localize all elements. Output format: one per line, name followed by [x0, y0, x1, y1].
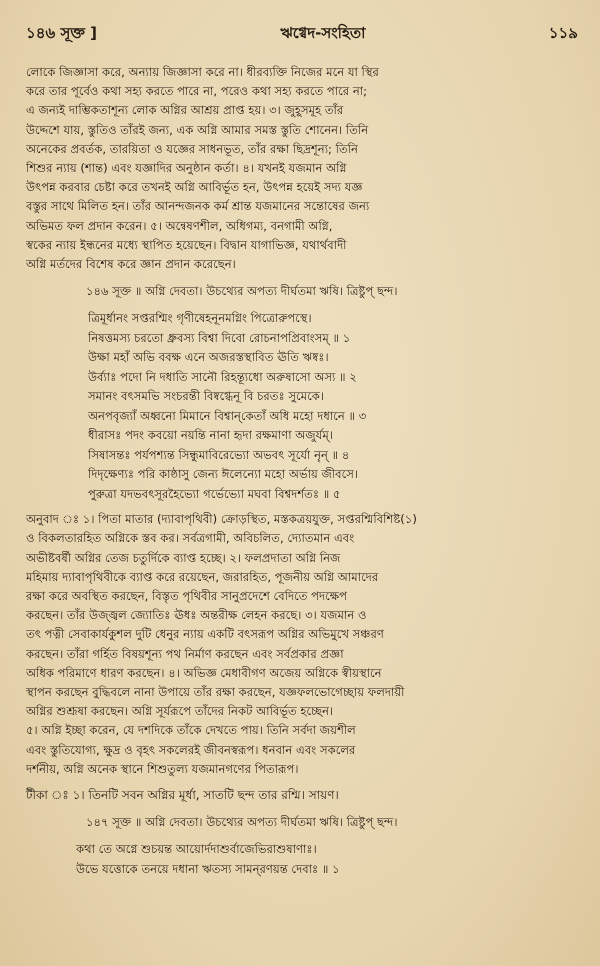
translation-line: অধিক পরিমাণে ধারণ করছেন। ৪। অভিজ্ঞ মেধাবীগণ অজেয় অগ্নিকে স্বীয়স্থানে — [26, 665, 382, 680]
translation-line: স্থাপন করছেন বুদ্ধিবলে নানা উপায়ে তাঁর রক্ষা করছেন, যজ্ঞফলভোগেচ্ছায় ফলদায়ী — [26, 685, 405, 700]
verse-line: কথা তে অগ্নে শুচয়ন্ত আয়োর্দদাশুর্বাজেভিরাশুষাণাঃ। — [76, 842, 317, 857]
header-book-title: ঋগ্বেদ-সংহিতা — [280, 24, 366, 42]
header-sukta-label: ১৪৬ সূক্ত ] — [26, 24, 97, 42]
translation-line: করছেন। তাঁর উজ্জ্বল জ্যোতিঃ ঊধঃ অন্তরীক্ষ লেহন করছে। ৩। যজমান ও — [26, 608, 367, 623]
sukta-147-heading: ১৪৭ সূক্ত ॥ অগ্নি দেবতা। উচথ্যের অপত্য দীর্ঘতমা ঋষি। ত্রিষ্টুপ্ ছন্দ। — [86, 815, 398, 830]
translation-line: ও বিকলতারহিত অগ্নিকে স্তব কর। সর্বত্রগামী, অবিচলিত, দ্যোতমান এবং — [26, 531, 355, 546]
intro-line: অভিমত ফল প্রদান করেন। ৫। অন্বেষণশীল, অধিগম্য, বনগামী অগ্নি, — [26, 218, 333, 233]
translation-line: রক্ষা করে অবস্থিত করছেন, বিস্তৃত পৃথিবীর সানুপ্রদেশে বেদিতে পদক্ষেপ — [26, 589, 348, 604]
intro-line: অগ্নি মর্তদের বিশেষ করে জ্ঞান প্রদান করেছেন। — [26, 257, 236, 272]
verse-line: উভে যত্তোকে তনয়ে দধানা ঋতস্য সামন্‌রণয়ন্ত দেবাঃ ॥ ১ — [76, 861, 340, 876]
verse-line: নিষত্তমস্য চরতো ধ্রুবস্য বিশ্বা দিবো রোচনাপপ্রিবাংসম্ ॥ ১ — [88, 330, 351, 345]
sukta-146-verses — [88, 309, 578, 504]
intro-paragraph — [26, 63, 578, 274]
translation-line: অগ্নির শুশ্রূষা করছেন। অগ্নি সূর্যরূপে তাঁদের নিকট আবির্ভূত হচ্ছেন। — [26, 704, 334, 719]
translation-paragraph — [26, 510, 578, 779]
intro-line: স্বকের ন্যায় ইন্ধনের মধ্যে স্থাপিত হয়েছেন। বিদ্বান যাগাভিজ্ঞ, যথার্থবাদী — [26, 237, 347, 252]
page-header — [26, 22, 578, 47]
translation-line: মহিমায় দ্যাবাপৃথিবীকে ব্যাপ্ত করে রয়েছেন, জরারহিত, পূজনীয় অগ্নি আমাদের — [26, 569, 379, 584]
verse-line: ধীরাসঃ পদং কবয়ো নয়ন্তি নানা হৃদা রক্ষমাণা অজুর্যম্। — [88, 428, 333, 443]
tika-footnote: টীকা ঃ ১। তিনটি সবন অগ্নির মূর্ধা, সাতটি ছন্দ তার রশ্মি। সায়ণ। — [26, 788, 339, 803]
intro-line: উদ্দেশে যায়, স্তুতিও তাঁরই জন্য, এক অগ্নি আমার সমস্ত স্তুতি শোনেন। তিনি — [26, 122, 369, 137]
translation-line: ৫। অগ্নি ইচ্ছা করেন, যে দশদিকে তাঁকে দেখতে পায়। তিনি সর্বদা জয়শীল — [26, 723, 356, 738]
translation-line: করছেন। তাঁরা গর্হিত বিষয়শূন্য পথ নির্মাণ করছেন এবং সর্বপ্রকার প্রজ্ঞা — [26, 646, 344, 661]
intro-line: উৎপন্ন করবার চেষ্টা করে তখনই অগ্নি আবির্ভূত হন, উৎপন্ন হয়েই সদ্য যজ্ঞ — [26, 180, 363, 195]
header-page-number: ১১৯ — [548, 24, 578, 42]
translation-line: এবং স্তুতিযোগ্য, ক্ষুদ্র ও বৃহৎ সকলেরই জীবনস্বরূপ। ধনবান এবং সকলের — [26, 742, 356, 757]
intro-line: লোকে জিজ্ঞাসা করে, অন্যায় জিজ্ঞাসা করে না। ধীরব্যক্তি নিজের মনে যা স্থির — [26, 65, 379, 79]
translation-line: দর্শনীয়, অগ্নি অনেক স্থানে শিশুতুল্য যজমানগণের পিতারূপ। — [26, 761, 299, 776]
translation-line: অভীষ্টবর্ষী অগ্নির তেজ চতুর্দিকে ব্যাপ্ত হচ্ছে। ২। ফলপ্রদাতা অগ্নি নিজ — [26, 550, 341, 565]
intro-line: শিশুর ন্যায় (শান্ত) এবং যজ্ঞাদির অনুষ্ঠান কর্তা। ৪। যখনই যজমান অগ্নি — [26, 161, 347, 176]
verse-line: সমানং বৎসমভি সংচরন্তী বিষ্বগ্ধেনূ বি চরতঃ সুমেকে। — [88, 389, 325, 404]
verse-line: উর্ব্যাঃ পদো নি দধাতি সানৌ রিহন্ত্যূধো অরুষাসো অস্য ॥ ২ — [88, 369, 357, 384]
verse-line: ত্রিমূর্ধানং সপ্তরশ্মিং গৃণীষেহনূনমগ্নিং পিত্রোরুপস্থে। — [88, 311, 312, 326]
verse-line: অনপবৃজ্যাঁ অধ্বনো মিমানে বিশ্বান্‌কেতাঁ অধি মহো দধানে ॥ ৩ — [88, 408, 367, 423]
intro-line: অনেকের প্রবর্তক, তারয়িতা ও যজ্ঞের সাধনভূত, তাঁর রক্ষা ছিদ্রশূন্য; তিনি — [26, 141, 358, 156]
verse-line: সিষাসন্তঃ পর্যপশ্যন্ত সিন্ধুমাবিরেভ্যো অভবৎ সূর্যো নৄন্ ॥ ৪ — [88, 447, 350, 462]
intro-line: এ জন্যই দাম্ভিকতাশূন্য লোক অগ্নির আশ্রয় প্রাপ্ত হয়। ৩। জুহূসমূহ তাঁর — [26, 103, 344, 118]
verse-line: পুরুত্রা যদভবৎসূরহৈভ্যো গর্ভেভ্যো মঘবা বিশ্বদর্শতঃ ॥ ৫ — [88, 486, 341, 501]
verse-line: দিদৃক্ষেণ্যঃ পরি কাষ্ঠাসু জেন্য ঈলেন্যো মহো অর্ভায় জীবসে। — [88, 467, 359, 482]
sukta-147-verses — [76, 840, 578, 879]
intro-line: করে তার পূর্বেও কথা সহ্য করতে পারে না, পরেও কথা সহ্য করতে পারে না; — [26, 84, 368, 99]
translation-line: অনুবাদ ঃ ১। পিতা মাতার (দ্যাবাপৃথিবী) ক্রোড়স্থিত, মস্তকত্রয়যুক্ত, সপ্তরশ্মিবিশিষ্ট(১) — [26, 512, 417, 527]
intro-line: বস্তুর সাথে মিলিত হন। তাঁর আনন্দজনক কর্ম শ্রান্ত যজমানের সন্তোষের জন্য — [26, 199, 370, 214]
sukta-146-heading: ১৪৬ সূক্ত ॥ অগ্নি দেবতা। উচথ্যের অপত্য দীর্ঘতমা ঋষি। ত্রিষ্টুপ্ ছন্দ। — [86, 284, 398, 299]
verse-line: উক্ষা মহাঁ অভি ববক্ষ এনে অজরস্তস্থাবিত ঊতি ঋষ্বঃ। — [88, 350, 329, 365]
translation-line: তৎ পত্নী সেবাকার্যকুশল দুটি ধেনুর ন্যায় একটি বৎসরূপ অগ্নির অভিমুখে সঞ্চরণ — [26, 627, 384, 642]
